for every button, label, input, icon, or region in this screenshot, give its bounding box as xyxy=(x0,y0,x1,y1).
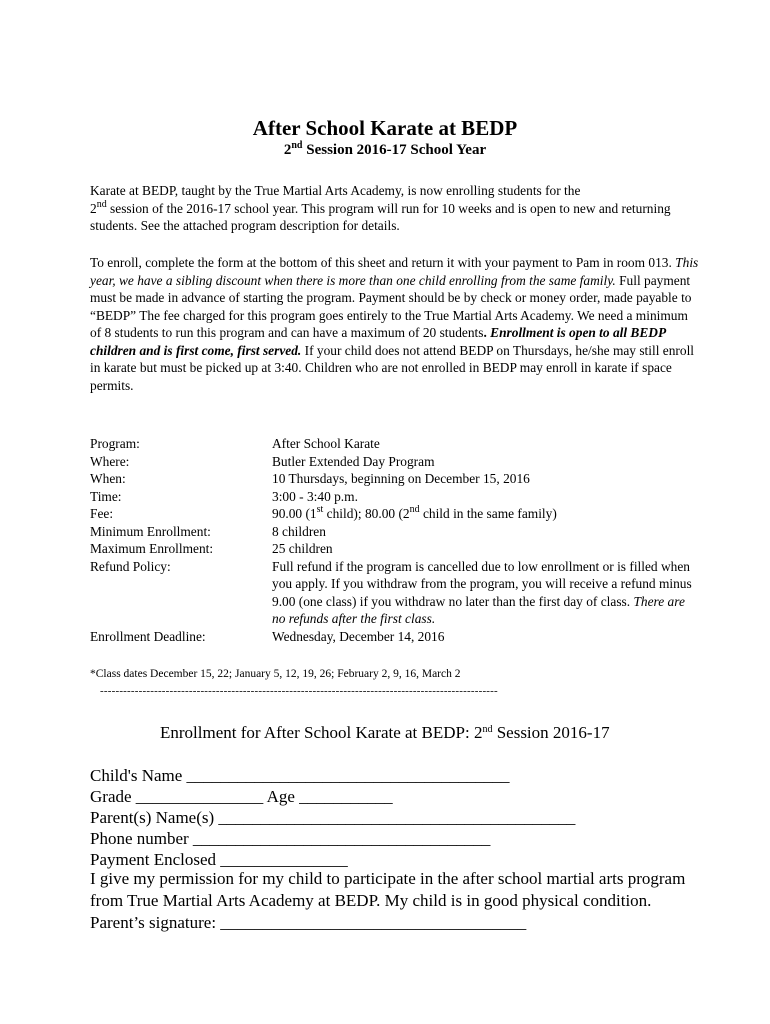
detail-row-deadline xyxy=(90,628,710,646)
detail-label: Maximum Enrollment: xyxy=(90,541,214,556)
child-name-field[interactable]: Child's Name ______________________________________ xyxy=(90,766,510,785)
detail-label: Fee: xyxy=(90,506,114,521)
detail-row-where xyxy=(90,453,710,471)
form-title-b: Session 2016-17 xyxy=(492,723,610,742)
detail-row-program xyxy=(90,435,710,453)
detail-row-when xyxy=(90,470,710,488)
fee-text-b: child); 80.00 (2 xyxy=(323,506,410,521)
class-dates-note: *Class dates December 15, 22; January 5, 12, 19, 26; February 2, 9, 16, March 2 xyxy=(90,668,461,680)
detail-row-min-enrollment xyxy=(90,523,710,541)
subtitle-ordinal-suffix: nd xyxy=(291,140,303,151)
detail-label: When: xyxy=(90,471,126,486)
detail-value: Butler Extended Day Program xyxy=(272,453,435,469)
enroll-text-a: To enroll, complete the form at the bottom of this sheet and return it with your payment to Pam in room 013. xyxy=(90,255,676,270)
detail-value: 3:00 - 3:40 p.m. xyxy=(272,488,358,504)
refund-italic-note: There are no refunds after the first class. xyxy=(272,593,685,626)
detail-row-time xyxy=(90,488,710,506)
enrollment-form xyxy=(90,765,575,870)
cut-line-divider: ------------------------------------------------------------------------------------------------------- xyxy=(100,685,498,697)
fee-text-c: child in the same family) xyxy=(419,506,557,521)
detail-value xyxy=(272,558,697,628)
fee-sup-first: st xyxy=(316,504,324,515)
enroll-text-dot: . xyxy=(483,325,487,340)
fee-sup-second: nd xyxy=(409,504,420,515)
detail-row-refund xyxy=(90,558,710,628)
form-title-a: Enrollment for After School Karate at BEDP: 2 xyxy=(160,723,483,742)
subtitle-ordinal: 2 xyxy=(283,142,292,158)
intro-text-a: Karate at BEDP, taught by the True Martial Arts Academy, is now enrolling students for the xyxy=(90,183,581,198)
detail-value xyxy=(272,505,697,523)
enroll-text-c: If your child does not attend BEDP on Thursdays, he/she may still enroll in karate but must be picked up at 3:40. Children who are not enrolled in BEDP may enroll in karate if space permits. xyxy=(90,342,695,393)
detail-value: After School Karate xyxy=(272,436,380,451)
detail-label: Program: xyxy=(90,436,140,451)
fee-text-a: 90.00 (1 xyxy=(272,506,317,521)
payment-enclosed-field[interactable]: Payment Enclosed _______________ xyxy=(90,850,348,869)
enroll-paragraph xyxy=(90,254,700,394)
detail-value: Wednesday, December 14, 2016 xyxy=(272,628,445,644)
detail-label: Enrollment Deadline: xyxy=(90,628,206,644)
detail-value: 25 children xyxy=(272,541,333,556)
form-title xyxy=(160,723,610,743)
grade-age-field[interactable]: Grade _______________ Age ___________ xyxy=(90,787,393,806)
detail-label: Minimum Enrollment: xyxy=(90,523,211,539)
intro-ordinal-suffix: nd xyxy=(96,198,107,210)
subtitle-rest: Session 2016-17 School Year xyxy=(302,142,487,158)
intro-ordinal: 2 xyxy=(90,200,97,216)
detail-label: Time: xyxy=(90,488,122,504)
detail-value: 10 Thursdays, beginning on December 15, 2016 xyxy=(272,471,530,486)
refund-text: Full refund if the program is cancelled due to low enrollment or is filled when you apply. If you withdraw from the program, you will receive a refund minus 9.00 (one class) if you withdraw no later than the first day of class. xyxy=(272,558,692,609)
detail-row-fee xyxy=(90,505,710,523)
parent-names-field[interactable]: Parent(s) Name(s) __________________________________________ xyxy=(90,808,576,827)
intro-paragraph xyxy=(90,182,700,235)
first-come-note: Enrollment is open to all BEDP children and is first come, first served. xyxy=(90,325,666,358)
detail-label: Where: xyxy=(90,453,130,469)
detail-value: 8 children xyxy=(272,523,326,539)
intro-text-b: session of the 2016-17 school year. This program will run for 10 weeks and is open to new and returning students. See the attached program description for details. xyxy=(90,200,671,233)
document-title: After School Karate at BEDP xyxy=(252,116,518,140)
detail-label: Refund Policy: xyxy=(90,558,171,574)
program-details xyxy=(90,435,710,645)
document-subtitle xyxy=(0,142,770,159)
form-title-suffix: nd xyxy=(482,724,493,735)
phone-number-field[interactable]: Phone number ___________________________________ xyxy=(90,829,491,848)
detail-row-max-enrollment xyxy=(90,540,710,558)
sibling-discount-note: This year, we have a sibling discount when there is more than one child enrolling from the same family. xyxy=(90,255,699,288)
permission-statement: I give my permission for my child to participate in the after school martial arts program from True Martial Arts Academy at BEDP. My child is in good physical condition. Parent’s signature: ____________________________________ xyxy=(90,869,686,932)
enroll-text-b: Full payment must be made in advance of starting the program. Payment should be by check or money order, made payable to “BEDP” The fee charged for this program goes entirely to the True Martial Arts Academy. We need a minimum of 8 students to run this program and can have a maximum of 20 students xyxy=(90,272,692,340)
